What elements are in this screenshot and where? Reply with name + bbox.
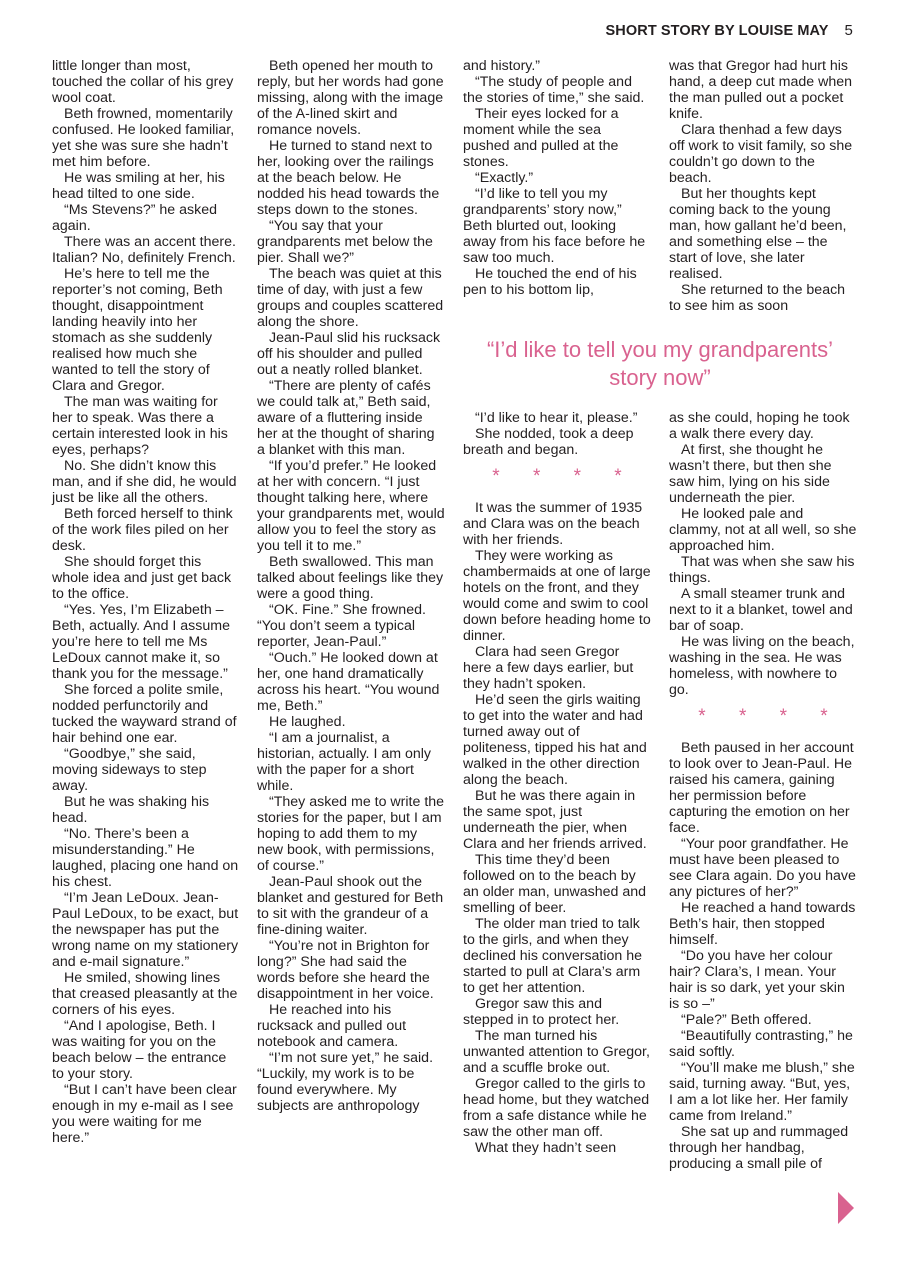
next-page-arrow-icon[interactable] <box>838 1192 854 1224</box>
paragraph: No. She didn’t know this man, and if she did, he would just be like all the others. <box>52 458 237 506</box>
paragraph: That was when she saw his things. <box>669 554 855 586</box>
paragraph: He laughed. <box>269 714 346 730</box>
paragraph: But he was shaking his head. <box>52 794 210 826</box>
paragraph: She nodded, took a deep breath and began. <box>463 426 634 458</box>
paragraph: She sat up and rummaged through her handbag, producing a small pile of <box>669 1124 849 1172</box>
paragraph: She forced a polite smile, nodded perfunctorily and tucked the wayward strand of hair behind one ear. <box>52 682 237 746</box>
paragraph: But he was there again in the same spot, just underneath the pier, when Clara and her friends arrived. <box>463 788 647 852</box>
column-4-lower-intro <box>669 410 857 698</box>
paragraph: The beach was quiet at this time of day, with just a few groups and couples scattered along the shore. <box>257 266 444 330</box>
paragraph: “I’m not sure yet,” he said. “Luckily, my work is to be found everywhere. My subjects are anthropology <box>257 1050 434 1114</box>
paragraph: was that Gregor had hurt his hand, a deep cut made when the man pulled out a pocket knife. <box>669 58 852 122</box>
paragraph: Clara thenhad a few days off work to visit family, so she couldn’t go down to the beach. <box>669 122 853 186</box>
section-break-stars: * * * * <box>492 466 636 487</box>
column-3-lower-body <box>463 500 651 1156</box>
paragraph: There was an accent there. Italian? No, definitely French. <box>52 234 236 266</box>
paragraph: She should forget this whole idea and just get back to the office. <box>52 554 232 602</box>
paragraph: Beth swallowed. This man talked about feelings like they were a good thing. <box>257 554 444 602</box>
column-3 <box>463 58 651 298</box>
paragraph: “I’d like to hear it, please.” <box>475 410 638 426</box>
paragraph: “They asked me to write the stories for the paper, but I am hoping to add them to my new book, with permissions, of course.” <box>257 794 445 874</box>
paragraph: “But I can’t have been clear enough in my e-mail as I see you were waiting for me here.” <box>52 1082 237 1146</box>
column-4 <box>669 58 857 314</box>
column-1 <box>52 58 240 1146</box>
paragraph: “Pale?” Beth offered. <box>681 1012 812 1028</box>
paragraph: The older man tried to talk to the girls, and when they declined his conversation he started to pull at Clara’s arm to get her attention. <box>463 916 643 996</box>
paragraph: He was smiling at her, his head tilted to one side. <box>52 170 225 202</box>
paragraph: “If you’d prefer.” He looked at her with concern. “I just thought talking here, where your grandparents met, would allow you to feel the story as you tell it to me.” <box>257 458 445 554</box>
paragraph: “Ouch.” He looked down at her, one hand dramatically across his heart. “You wound me, Beth.” <box>257 650 440 714</box>
paragraph: It was the summer of 1935 and Clara was on the beach with her friends. <box>463 500 643 548</box>
paragraph: “Goodbye,” she said, moving sideways to step away. <box>52 746 207 794</box>
paragraph: Beth paused in her account to look over to Jean-Paul. He raised his camera, gaining her permission before capturing the emotion on her face. <box>669 740 854 836</box>
paragraph: He smiled, showing lines that creased pleasantly at the corners of his eyes. <box>52 970 238 1018</box>
paragraph: He was living on the beach, washing in the sea. He was homeless, with nowhere to go. <box>669 634 855 698</box>
story-title: SHORT STORY BY LOUISE MAY <box>605 23 829 39</box>
paragraph: Jean-Paul slid his rucksack off his shoulder and pulled out a neatly rolled blanket. <box>257 330 441 378</box>
section-break-stars: * * * * <box>698 706 842 727</box>
column-2 <box>257 58 445 1114</box>
paragraph: “Exactly.” <box>475 170 534 186</box>
paragraph: He reached a hand towards Beth’s hair, then stopped himself. <box>669 900 856 948</box>
paragraph: and history.” <box>463 58 541 74</box>
paragraph: They were working as chambermaids at one of large hotels on the front, and they would come and swim to cool down before heading home to dinner. <box>463 548 651 644</box>
paragraph: “The study of people and the stories of time,” she said. <box>463 74 645 106</box>
paragraph: He touched the end of his pen to his bottom lip, <box>463 266 637 298</box>
paragraph: This time they’d been followed on to the beach by an older man, unwashed and smelling of beer. <box>463 852 646 916</box>
paragraph: “No. There’s been a misunderstanding.” He laughed, placing one hand on his chest. <box>52 826 239 890</box>
paragraph: Their eyes locked for a moment while the sea pushed and pulled at the stones. <box>463 106 619 170</box>
paragraph: “There are plenty of cafés we could talk at,” Beth said, aware of a fluttering inside her at the thought of sharing a blanket with this man. <box>257 378 435 458</box>
paragraph: A small steamer trunk and next to it a blanket, towel and bar of soap. <box>669 586 853 634</box>
paragraph: What they hadn’t seen <box>475 1140 617 1156</box>
paragraph: Jean-Paul shook out the blanket and gestured for Beth to sit with the grandeur of a fine-dining waiter. <box>257 874 444 938</box>
paragraph: “Ms Stevens?” he asked again. <box>52 202 217 234</box>
paragraph: Gregor saw this and stepped in to protect her. <box>463 996 620 1028</box>
paragraph: He looked pale and clammy, not at all well, so she approached him. <box>669 506 857 554</box>
paragraph: “And I apologise, Beth. I was waiting for you on the beach below – the entrance to your story. <box>52 1018 227 1082</box>
paragraph: The man turned his unwanted attention to Gregor, and a scuffle broke out. <box>463 1028 650 1076</box>
paragraph: Beth frowned, momentarily confused. He looked familiar, yet she was sure she hadn’t met him before. <box>52 106 235 170</box>
paragraph: He’s here to tell me the reporter’s not coming, Beth thought, disappointment landing heavily into her stomach as she suddenly realised how much she wanted to tell the story of Clara and Gregor. <box>52 266 223 394</box>
paragraph: “I am a journalist, a historian, actually. I am only with the paper for a short while. <box>257 730 432 794</box>
paragraph: “You’ll make me blush,” she said, turning away. “But, yes, I am a lot like her. Her family came from Ireland.” <box>669 1060 855 1124</box>
paragraph: He reached into his rucksack and pulled out notebook and camera. <box>257 1002 407 1050</box>
paragraph: as she could, hoping he took a walk there every day. <box>669 410 850 442</box>
paragraph: “Do you have her colour hair? Clara’s, I mean. Your hair is so dark, yet your skin is so –” <box>669 948 845 1012</box>
paragraph: Beth opened her mouth to reply, but her words had gone missing, along with the image of the A-lined skirt and romance novels. <box>257 58 444 138</box>
column-4-lower <box>669 410 857 1172</box>
paragraph: But her thoughts kept coming back to the young man, how gallant he’d been, and something else – the start of love, she later realised. <box>669 186 847 282</box>
paragraph: Gregor called to the girls to head home, but they watched from a safe distance while he saw the other man off. <box>463 1076 650 1140</box>
column-3-lower-intro <box>463 410 651 458</box>
paragraph: “You say that your grandparents met below the pier. Shall we?” <box>257 218 433 266</box>
paragraph: little longer than most, touched the collar of his grey wool coat. <box>52 58 234 106</box>
paragraph: He turned to stand next to her, looking over the railings at the beach below. He nodded his head towards the steps down to the stones. <box>257 138 440 218</box>
paragraph: At first, she thought he wasn’t there, but then she saw him, lying on his side underneath the pier. <box>669 442 832 506</box>
paragraph: “I’d like to tell you my grandparents’ story now,” Beth blurted out, looking away from his face before he saw too much. <box>463 186 646 266</box>
paragraph: The man was waiting for her to speak. Was there a certain interested look in his eyes, perhaps? <box>52 394 228 458</box>
page-number: 5 <box>844 22 853 39</box>
paragraph: “I’m Jean LeDoux. Jean-Paul LeDoux, to be exact, but the newspaper has put the wrong name on my stationery and e-mail signature.” <box>52 890 239 970</box>
pull-quote: “I’d like to tell you my grandparents’ story now” <box>486 337 834 390</box>
column-3-lower <box>463 410 651 1156</box>
paragraph: She returned to the beach to see him as soon <box>669 282 846 314</box>
column-4-lower-body <box>669 740 857 1172</box>
paragraph: “Beautifully contrasting,” he said softly. <box>669 1028 853 1060</box>
paragraph: Beth forced herself to think of the work files piled on her desk. <box>52 506 233 554</box>
paragraph: Clara had seen Gregor here a few days earlier, but they hadn’t spoken. <box>463 644 634 692</box>
paragraph: He’d seen the girls waiting to get into the water and had turned away out of politeness, tipped his hat and walked in the other direction along the beach. <box>463 692 647 788</box>
paragraph: “You’re not in Brighton for long?” She had said the words before she heard the disappointment in her voice. <box>257 938 434 1002</box>
paragraph: “Your poor grandfather. He must have been pleased to see Clara again. Do you have any pictures of her?” <box>669 836 856 900</box>
paragraph: “Yes. Yes, I’m Elizabeth – Beth, actually. And I assume you’re here to tell me Ms LeDoux cannot make it, so thank you for the message.” <box>52 602 230 682</box>
paragraph: “OK. Fine.” She frowned. “You don’t seem a typical reporter, Jean-Paul.” <box>257 602 426 650</box>
page-header <box>606 22 853 39</box>
